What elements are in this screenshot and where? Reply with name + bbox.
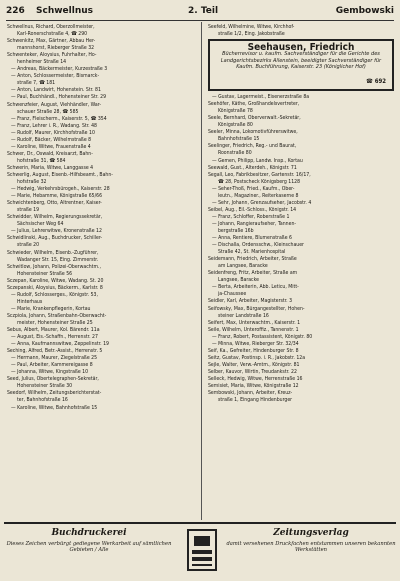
directory-entry: Semisiet, Maria, Witwe, Königstraße 12 [208, 383, 299, 390]
directory-entry: Sczepan, Karoline, Witwe, Wadang. St. 20 [7, 277, 104, 284]
directory-entry: Hinterhaus [17, 298, 43, 305]
directory-entry: — August, Eis.-Schaffn., Herrenstr. 27 [11, 334, 98, 341]
directory-entry: Seefeld, Wilhelmine, Witwe, Kirchhof- [208, 24, 295, 30]
directory-entry: — Karoline, Witwe, Frauenstraße 4 [11, 143, 91, 150]
directory-entry: Selleck, Hedwig, Witwe, Herrenstraße 16 [208, 375, 303, 382]
directory-entry: Seewald, Gust., Alterdeh., Königstr. 71 [208, 164, 297, 171]
directory-entry: Königstraße 80 [218, 122, 253, 129]
advert-title: Seehausen, Friedrich [247, 42, 355, 54]
directory-entry: — Anton, Schlossermeister, Bismarck- [11, 73, 100, 80]
directory-entry: straße 1, Eingang Hindenburger [218, 397, 293, 404]
directory-entry: — Franz, Schloffer, Roberstraße 1 [212, 213, 290, 220]
directory-entry: Bahnhofstraße 15 [218, 136, 260, 143]
directory-entry: am Langsee, Baracke [218, 263, 268, 270]
directory-entry: — Julius, Lehrerwitwe, Kronenstraße 12 [11, 228, 102, 235]
directory-entry: Sächsischer Weg 64 [17, 221, 64, 228]
directory-entry: hofstraße 31, ☎ 584 [17, 157, 66, 164]
footer-right-text: damit versehenen Druckfachen entstammen unseren bekannten Werkstätten [226, 541, 396, 554]
directory-entry: Sczepanski, Aloysius, Bäckerm., Karlstr. 8 [7, 284, 103, 291]
directory-entry: Seehöfer, Käthe, Großhandelsvertreter, [208, 101, 300, 108]
directory-entry: meister, Hohensteiner Straße 25 [17, 319, 93, 326]
directory-entry: steiner Landstraße 16 [218, 312, 269, 319]
directory-entry: Seifowsky, Max, Bürgangestellter, Hohen- [208, 305, 305, 312]
directory-entry: ☎ 28, Postscheck Königsberg 1128 [218, 178, 301, 185]
footer-left [4, 528, 174, 554]
directory-entry: straße 20 [17, 242, 40, 249]
header-rule [6, 20, 394, 21]
directory-entry: Seidemann, Friedrich, Arbeiter, Straße [208, 256, 297, 263]
directory-entry: — Paul, Arbeiter, Kammereigasse 8 [11, 362, 93, 369]
directory-entry: straße 7, ☎ 181 [17, 80, 56, 87]
page-number: 226 [6, 6, 25, 16]
directory-entry: Seibel, Aug., Eil.-Schloss., Königstr. 14 [208, 206, 297, 213]
directory-entry: Schwenkitz, Max, Gärtner, Abbau Her- [7, 38, 96, 45]
directory-entry: — Franz, Lehrer i. R., Wadang. Str. 48 [11, 122, 97, 129]
directory-entry: — Franz, Fleischerm., Kaiserstr. 5, ☎ 354 [11, 115, 107, 122]
directory-entry: Schwenzfeier, August, Viehhändler, War- [7, 101, 101, 108]
directory-entry: mannshorst, Rieberger Straße 32 [17, 45, 95, 52]
directory-entry: Seedorf, Wilhelm, Zeitungsberichterstat- [7, 390, 102, 397]
directory-entry: Seidler, Karl, Arbeiter, Magisterstr. 3 [208, 298, 293, 305]
directory-entry: Wadanger Str. 15, Eing. Zimmerstr. [17, 256, 99, 263]
directory-entry: Seelinger, Friedrich, Reg.- und Baurat, [208, 143, 297, 150]
advertisement-box [208, 39, 394, 91]
directory-entry: Seif, Ka., Gefreiter, Hindenburger Str. 8 [208, 347, 299, 354]
directory-entry: Seele, Bernhard, Oberverwalt.-Sekretär, [208, 115, 301, 122]
directory-entry: Schwerin, Maria, Witwe, Langgasse 4 [7, 164, 94, 171]
directory-entry: straße 19 [17, 207, 40, 214]
directory-entry: — Anna, Kaufmannswitwe, Zeppelinstr. 19 [11, 341, 109, 348]
directory-entry: ter, Bahnhofstraße 16 [17, 397, 68, 404]
advert-phone: ☎ 692 [366, 78, 386, 86]
directory-entry: Schwellnus, Richard, Oberzollmeister, [7, 24, 95, 30]
footer-advert [4, 522, 396, 578]
directory-entry: Sczpiola, Johann, Straßenbahn-Oberwacht- [7, 312, 107, 319]
directory-entry: — Sehr, Johann, Grenzaufseher, Jacobstr. 4 [212, 199, 312, 206]
directory-entry: Schwenteker, Aloysius, Fuhrhalter, Ho- [7, 52, 97, 59]
directory-entry: Seile, Wilhelm, Unteroffiz., Tannenstr. 1 [208, 326, 299, 333]
directory-entry: schauer Straße 28, ☎ 585 [17, 108, 79, 115]
directory-entry: ja-Chaussee [218, 291, 247, 298]
directory-entry: — Dischalla, Ordensschw., Kleinschauer [212, 242, 304, 249]
directory-entry: Schwerlig, August, Eisenb.-Hilfsbeamt., Bahn- [7, 171, 113, 178]
directory-entry: leutn., Magaziner., Reiterkaserne 8 [218, 192, 299, 199]
directory-entry: Schwidder, Wilhelm, Regierungssekretär, [7, 214, 103, 221]
right-column-top [208, 24, 394, 38]
directory-entry: Seed, Julius, Obertelegraphen-Sekretär, [7, 376, 99, 383]
footer-left-title: Buchdruckerei [51, 528, 127, 538]
directory-entry: Hohensteiner Straße 56 [17, 270, 73, 277]
directory-entry: — Gustav, Lagermeist., Eisenerzstraße 8a [212, 94, 310, 101]
directory-entry: — Marie, Hebamme, Königstraße 65/66 [11, 193, 103, 200]
directory-entry: — Anton, Landwirt, Hohenstein. Str. 81 [11, 87, 101, 94]
left-column [7, 24, 193, 412]
directory-entry: — Rudolf, Maurer, Kirchhofstraße 10 [11, 129, 95, 136]
directory-entry: Seifert, Max, Unterwachtm., Kaiserstr. 1 [208, 319, 301, 326]
directory-entry: Segall, Leo, Fabrikbesitzer, Gartenstr. 16/17, [208, 171, 311, 178]
directory-entry: — Anna, Rentiere, Blumenstraße 6 [212, 235, 292, 242]
directory-entry: — Minna, Witwe, Rieberger Str. 32/34 [212, 340, 299, 347]
directory-entry: hofstraße 32 [17, 179, 47, 186]
directory-entry: Sembowski, Johann, Arbeiter, Kreuz- [208, 390, 293, 397]
directory-entry: Hohensteiner Straße 30 [17, 383, 73, 390]
directory-entry: — Hedwig, Verkehrsbürogeh., Kaiserstr. 28 [11, 186, 110, 193]
directory-entry: Seidenfreng, Fritz, Arbeiter, Straße am [208, 270, 298, 277]
directory-entry: Langsee, Baracke [218, 277, 259, 284]
header-first-entry: Schwellnus [36, 6, 93, 16]
directory-entry: — Karoline, Witwe, Bahnhofstraße 15 [11, 404, 98, 411]
column-divider [201, 22, 202, 520]
directory-entry: Schwitlow, Johann, Polizei-Oberwachtm., [7, 263, 101, 270]
directory-entry: — Rudolf, Schlosserges., Königstr. 53, [11, 291, 98, 298]
directory-entry: — Gemen, Philipp, Landw. Insp., Kortau [212, 157, 303, 164]
directory-entry: — Seher-Thoß, Fried., Kaufm., Ober- [212, 185, 295, 192]
directory-entry: Schwidlinski, Aug., Buchdrucker, Schiller- [7, 235, 103, 242]
footer-right [226, 528, 396, 554]
directory-entry: Schwichtenberg, Otto, Altrentner, Kaiser- [7, 200, 102, 207]
directory-entry: Roonstraße 80 [218, 150, 252, 157]
page-header [6, 6, 394, 20]
directory-entry: Schwer, Dr., Oswald, Kreisarzt, Bahn- [7, 150, 93, 157]
advert-body: Bücherrevisor u. kaufm. Sachverständiger für die Gerichte des Landgerichtsbezirks Allenstein, beeidigter Sachverständiger für Kaufm. Buchführung, Kaiserstr. 23 (Königlicher Hof) [220, 51, 382, 71]
directory-entry: Selber, Kauvor, Wirtin, Treudankstr. 22 [208, 368, 297, 375]
footer-left-text: Dieses Zeichen verbürgt gediegene Werkarbeit auf sämtlichen Gebieten / Alle [6, 541, 172, 554]
footer-right-title: Zeitungsverlag [273, 528, 349, 538]
directory-entry: Sejle, Walter, Verw.-Amtm., Königstr. 81 [208, 361, 300, 368]
directory-entry: — Berta, Arbeiterin, Abb. Leticu, Mitt- [212, 284, 299, 291]
directory-entry: henheimer Straße 14 [17, 59, 67, 66]
header-section: 2. Teil [188, 6, 219, 16]
directory-entry: — Andreas, Bäckermeister, Kurzestraße 3 [11, 66, 108, 73]
right-column [208, 24, 394, 404]
directory-entry: straße 1/2, Eing. Jakobstraße [218, 31, 285, 38]
directory-entry: — Paul, Buchhändl., Hohensteiner Str. 29 [11, 94, 107, 101]
directory-entry: Seitz, Gustav, Postinsp. i. R., Jakobstr. 12a [208, 354, 306, 361]
printer-emblem-icon [182, 526, 222, 574]
directory-entry: bergstraße 16b [218, 227, 254, 234]
directory-entry: — Johann, Rangieraufseher, Tannen- [212, 220, 297, 227]
directory-entry: — Franz, Robert, Postassistent, Königstr. 80 [212, 333, 313, 340]
directory-entry: Seeler, Minna, Lokomotivführerswitwe, [208, 129, 298, 136]
directory-entry: — Johanna, Witwe, Kingstraße 10 [11, 369, 89, 376]
directory-entry: — Marie, Krankenpflegerin, Kortau [11, 305, 91, 312]
directory-entry: Schwieder, Wilhelm, Eisenb.-Zugführer, [7, 249, 99, 256]
right-column-entries [208, 94, 394, 404]
directory-entry: — Hermann, Maurer, Ziegelstraße 25 [11, 355, 98, 362]
directory-entry: Karl-Ronerschstraße 4, ☎ 290 [17, 31, 88, 38]
directory-entry: Sebus, Albert, Maurer, Kol. Bärendr. 11a [7, 327, 100, 334]
directory-entry: Seching, Alfred, Betr.-Assist., Herrenstr. 5 [7, 348, 103, 355]
directory-entry: — Rudolf, Bäcker, Wilhelmstraße 8 [11, 136, 92, 143]
directory-entry: Straße 42, St. Marienhospital [218, 249, 286, 256]
directory-entry: Königstraße 78 [218, 108, 253, 115]
header-last-entry: Gembowski [335, 6, 394, 16]
